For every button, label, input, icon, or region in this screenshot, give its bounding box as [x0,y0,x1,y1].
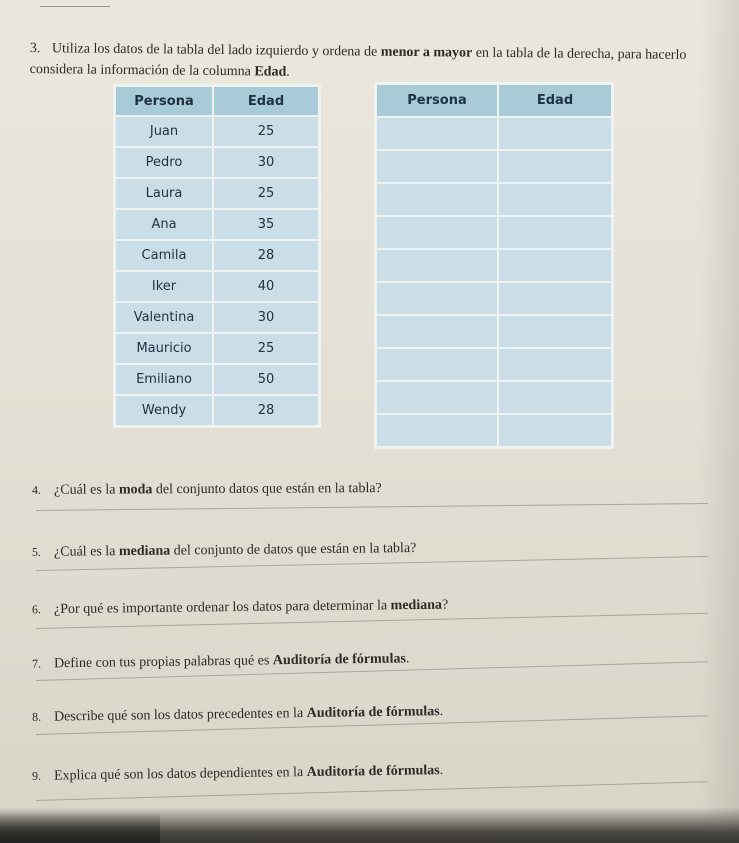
table-row [116,303,318,332]
answer-row [377,151,611,182]
table-row [116,117,318,146]
edad-cell: 50 [214,365,318,394]
question-text-post: . [405,651,410,667]
table-row [116,365,318,394]
header-edad: Edad [499,85,611,116]
persona-answer-cell[interactable] [377,184,497,215]
question-text-pre: ¿Cuál es la [53,482,119,498]
answer-row [377,118,611,149]
edad-answer-cell[interactable] [499,316,611,347]
page-shadow [699,0,739,843]
persona-answer-cell[interactable] [377,283,497,314]
edad-cell: 28 [214,241,318,270]
table-row [116,272,318,301]
question-number: 8. [31,709,42,724]
edad-cell: 40 [214,272,318,301]
edad-cell: 25 [214,334,318,363]
question-text-post: . [439,704,444,720]
persona-answer-cell[interactable] [377,250,497,281]
question-5 [32,539,417,562]
persona-answer-cell[interactable] [377,151,497,182]
persona-cell: Camila [116,241,212,270]
edad-answer-cell[interactable] [499,250,611,281]
edad-answer-cell[interactable] [499,118,611,149]
question-text-post: del conjunto datos que están en la tabla? [152,481,382,498]
top-rule [40,6,110,7]
question-text-pre: Define con tus propias palabras qué es [53,653,273,672]
persona-cell: Laura [116,179,212,208]
question-text-pre: ¿Por qué es importante ordenar los datos para determinar la [53,598,391,618]
edad-answer-cell[interactable] [499,415,611,446]
persona-cell: Mauricio [116,334,212,363]
table-header-row [116,87,318,115]
answer-row [377,217,611,248]
persona-answer-cell[interactable] [377,382,497,413]
edad-answer-cell[interactable] [499,349,611,380]
question-text-post: del conjunto de datos que están en la tabla? [170,540,417,559]
answer-row [377,349,611,380]
question-number: 6. [31,602,42,617]
edad-cell: 25 [214,117,318,146]
edad-cell: 30 [214,303,318,332]
persona-answer-cell[interactable] [377,217,497,248]
answer-row [377,382,611,413]
instr-text-end: . [286,64,290,80]
answer-row [377,316,611,347]
answer-row [377,250,611,281]
answer-row [377,415,611,446]
edad-answer-cell[interactable] [499,184,611,215]
instr-text-2: en la tabla de la derecha, para hacerlo [472,45,687,63]
persona-answer-cell[interactable] [377,118,497,149]
edad-cell: 28 [214,396,318,425]
question-text-pre: Explica qué son los datos dependientes en la [53,765,307,784]
header-persona: Persona [377,85,497,116]
instr-text-3: considera la información de la columna [29,61,255,80]
source-data-table [113,84,321,428]
persona-cell: Iker [116,272,212,301]
persona-answer-cell[interactable] [377,415,497,446]
question-number: 5. [31,544,42,560]
answer-row [377,283,611,314]
table-header-row [377,85,611,116]
answer-row [377,184,611,215]
persona-cell: Emiliano [116,365,212,394]
table-row [116,179,318,208]
edad-answer-cell[interactable] [499,217,611,248]
edad-cell: 25 [214,179,318,208]
question-4 [32,479,382,500]
persona-cell: Valentina [116,303,212,332]
instr-bold-2: Edad [254,64,287,80]
sorted-answer-table [374,82,614,449]
table-row [116,148,318,177]
page-bottom-shadow-left [0,813,160,843]
persona-cell: Pedro [116,148,212,177]
question-text-pre: Describe qué son los datos precedentes en la [53,706,307,725]
question-text-pre: ¿Cuál es la [53,544,120,560]
question-text-post: ? [441,597,449,613]
question-text-bold: mediana [390,597,443,614]
persona-answer-cell[interactable] [377,316,497,347]
question-text-bold: mediana [118,543,171,560]
question-text-bold: Auditoría de fórmulas [306,763,440,781]
persona-cell: Juan [116,117,212,146]
question-text-bold: Auditoría de fórmulas [272,651,406,669]
edad-answer-cell[interactable] [499,382,611,413]
question-text-post: . [439,763,444,779]
edad-answer-cell[interactable] [499,151,611,182]
persona-cell: Wendy [116,396,212,425]
header-persona: Persona [116,87,212,115]
edad-cell: 35 [214,210,318,239]
header-edad: Edad [214,87,318,115]
table-row [116,210,318,239]
question-number: 9. [31,768,42,783]
persona-answer-cell[interactable] [377,349,497,380]
instr-text-1: Utiliza los datos de la tabla del lado izquierdo y ordena de [51,41,381,60]
question-number: 7. [31,656,42,671]
question-text-bold: Auditoría de fórmulas [306,704,440,722]
table-row [116,334,318,363]
edad-answer-cell[interactable] [499,283,611,314]
table-row [116,241,318,270]
edad-cell: 30 [214,148,318,177]
exercise-3-instructions [30,38,720,87]
question-text-bold: moda [118,482,153,498]
persona-cell: Ana [116,210,212,239]
exercise-number: 3. [29,40,41,57]
table-row [116,396,318,425]
instr-bold-1: menor a mayor [380,44,473,61]
question-number: 4. [31,482,42,497]
